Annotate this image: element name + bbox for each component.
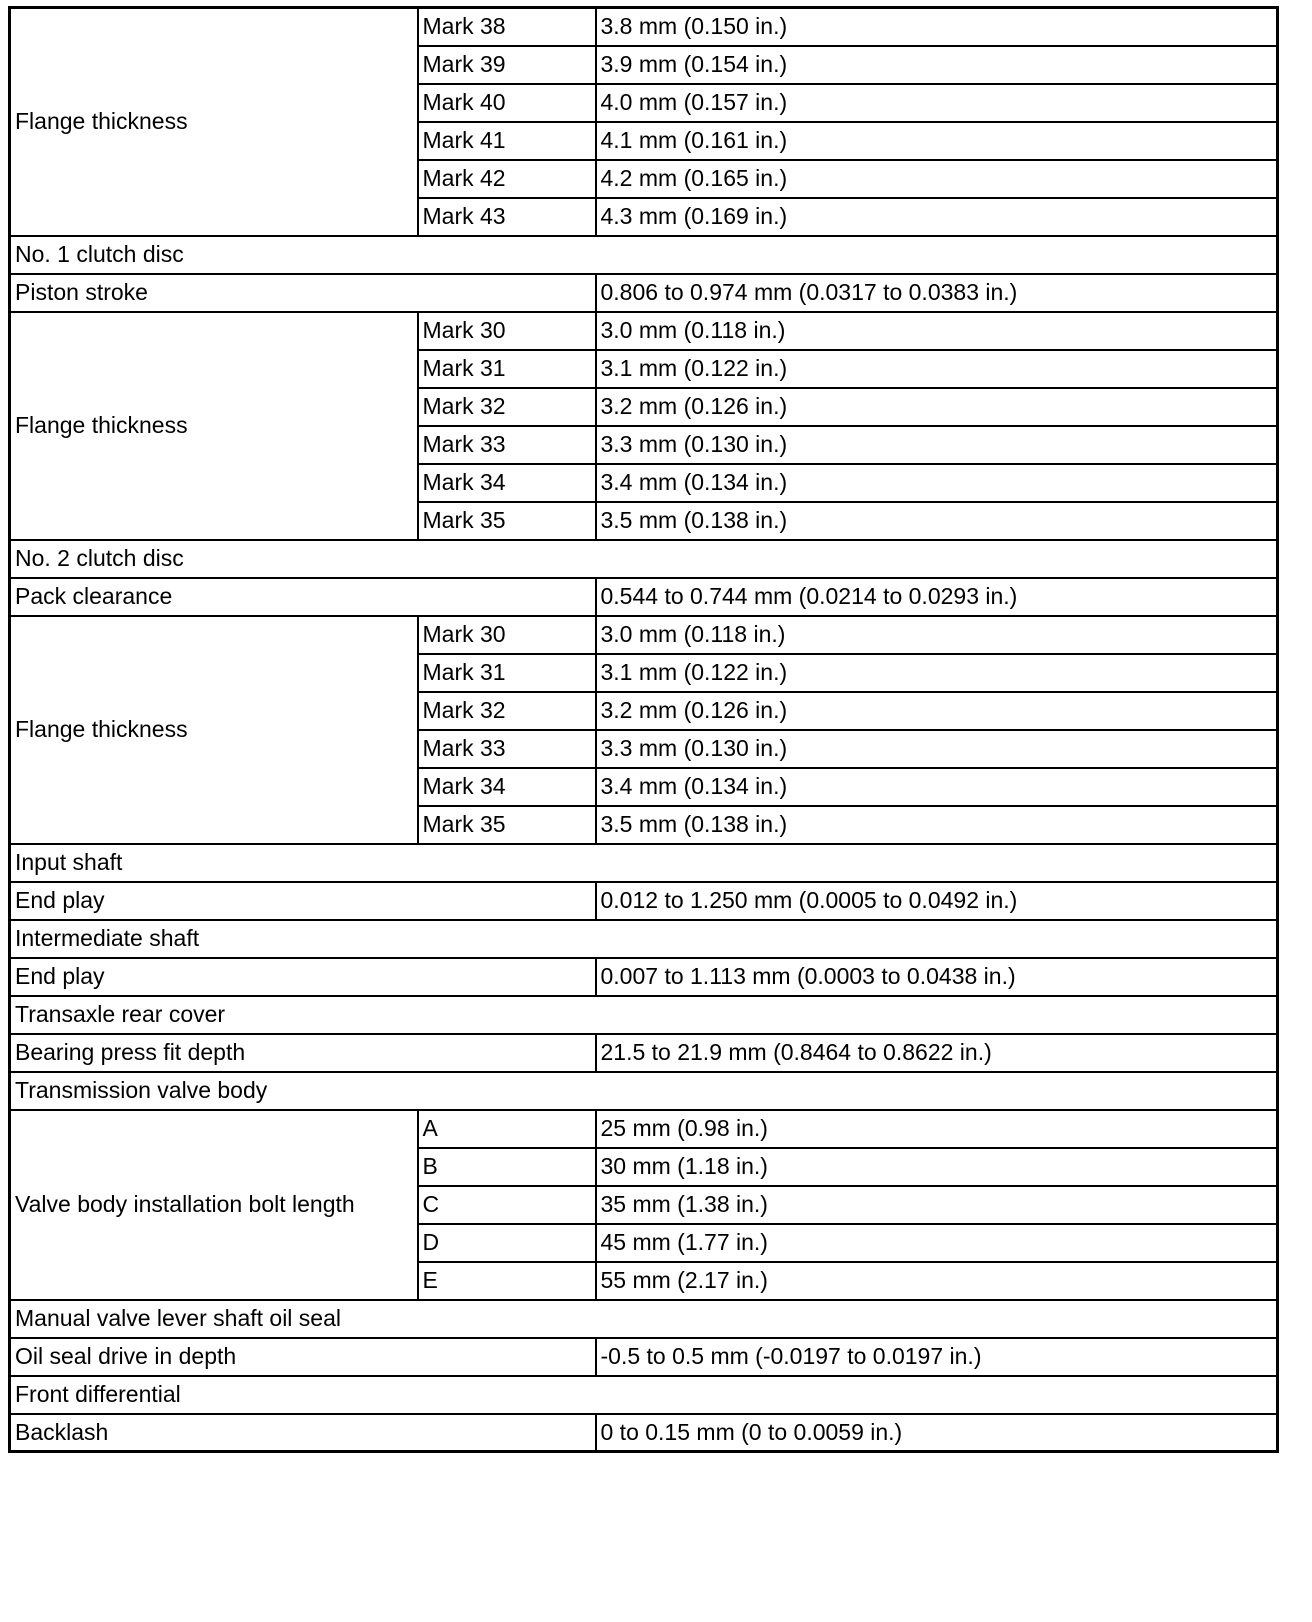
- value-cell: 3.3 mm (0.130 in.): [596, 426, 1278, 464]
- spec-label: Oil seal drive in depth: [10, 1338, 596, 1376]
- value-cell: 3.2 mm (0.126 in.): [596, 388, 1278, 426]
- section-row: [10, 236, 1278, 274]
- spec-label: End play: [10, 958, 596, 996]
- group-label: Valve body installation bolt length: [10, 1110, 418, 1300]
- value-cell: 3.1 mm (0.122 in.): [596, 350, 1278, 388]
- mark-cell: B: [418, 1148, 596, 1186]
- spec-value: 0.012 to 1.250 mm (0.0005 to 0.0492 in.): [596, 882, 1278, 920]
- section-row: [10, 1072, 1278, 1110]
- section-row: [10, 540, 1278, 578]
- mark-cell: D: [418, 1224, 596, 1262]
- spec-table-body: [10, 8, 1278, 1452]
- spec-value: 21.5 to 21.9 mm (0.8464 to 0.8622 in.): [596, 1034, 1278, 1072]
- mark-cell: Mark 39: [418, 46, 596, 84]
- value-cell: 3.5 mm (0.138 in.): [596, 806, 1278, 844]
- table-row: [10, 1110, 1278, 1148]
- section-label: No. 2 clutch disc: [10, 540, 1278, 578]
- spec-value: 0.544 to 0.744 mm (0.0214 to 0.0293 in.): [596, 578, 1278, 616]
- spec-value: 0.806 to 0.974 mm (0.0317 to 0.0383 in.): [596, 274, 1278, 312]
- spec-value: 0.007 to 1.113 mm (0.0003 to 0.0438 in.): [596, 958, 1278, 996]
- value-cell: 4.2 mm (0.165 in.): [596, 160, 1278, 198]
- group-label: Flange thickness: [10, 8, 418, 236]
- value-cell: 30 mm (1.18 in.): [596, 1148, 1278, 1186]
- spec-row: [10, 1034, 1278, 1072]
- section-label: No. 1 clutch disc: [10, 236, 1278, 274]
- value-cell: 3.4 mm (0.134 in.): [596, 464, 1278, 502]
- value-cell: 55 mm (2.17 in.): [596, 1262, 1278, 1300]
- value-cell: 4.1 mm (0.161 in.): [596, 122, 1278, 160]
- value-cell: 3.8 mm (0.150 in.): [596, 8, 1278, 46]
- mark-cell: C: [418, 1186, 596, 1224]
- section-row: [10, 996, 1278, 1034]
- mark-cell: Mark 30: [418, 616, 596, 654]
- section-label: Intermediate shaft: [10, 920, 1278, 958]
- mark-cell: Mark 34: [418, 464, 596, 502]
- value-cell: 25 mm (0.98 in.): [596, 1110, 1278, 1148]
- value-cell: 3.0 mm (0.118 in.): [596, 312, 1278, 350]
- table-row: [10, 616, 1278, 654]
- section-row: [10, 1300, 1278, 1338]
- spec-label: Piston stroke: [10, 274, 596, 312]
- mark-cell: E: [418, 1262, 596, 1300]
- value-cell: 3.0 mm (0.118 in.): [596, 616, 1278, 654]
- mark-cell: Mark 33: [418, 426, 596, 464]
- table-row: [10, 312, 1278, 350]
- spec-value: 0 to 0.15 mm (0 to 0.0059 in.): [596, 1414, 1278, 1452]
- section-label: Transaxle rear cover: [10, 996, 1278, 1034]
- mark-cell: Mark 33: [418, 730, 596, 768]
- mark-cell: Mark 32: [418, 692, 596, 730]
- mark-cell: Mark 35: [418, 806, 596, 844]
- value-cell: 35 mm (1.38 in.): [596, 1186, 1278, 1224]
- mark-cell: Mark 38: [418, 8, 596, 46]
- mark-cell: Mark 31: [418, 350, 596, 388]
- spec-label: Backlash: [10, 1414, 596, 1452]
- spec-table: [8, 6, 1279, 1453]
- spec-row: [10, 1338, 1278, 1376]
- value-cell: 3.5 mm (0.138 in.): [596, 502, 1278, 540]
- mark-cell: Mark 35: [418, 502, 596, 540]
- spec-row: [10, 1414, 1278, 1452]
- spec-row: [10, 578, 1278, 616]
- value-cell: 45 mm (1.77 in.): [596, 1224, 1278, 1262]
- mark-cell: Mark 41: [418, 122, 596, 160]
- spec-value: -0.5 to 0.5 mm (-0.0197 to 0.0197 in.): [596, 1338, 1278, 1376]
- spec-label: Bearing press fit depth: [10, 1034, 596, 1072]
- section-label: Manual valve lever shaft oil seal: [10, 1300, 1278, 1338]
- section-row: [10, 844, 1278, 882]
- spec-row: [10, 882, 1278, 920]
- section-label: Transmission valve body: [10, 1072, 1278, 1110]
- spec-row: [10, 274, 1278, 312]
- mark-cell: Mark 32: [418, 388, 596, 426]
- mark-cell: A: [418, 1110, 596, 1148]
- mark-cell: Mark 43: [418, 198, 596, 236]
- value-cell: 3.9 mm (0.154 in.): [596, 46, 1278, 84]
- mark-cell: Mark 34: [418, 768, 596, 806]
- value-cell: 3.2 mm (0.126 in.): [596, 692, 1278, 730]
- section-label: Input shaft: [10, 844, 1278, 882]
- spec-label: End play: [10, 882, 596, 920]
- value-cell: 4.3 mm (0.169 in.): [596, 198, 1278, 236]
- group-label: Flange thickness: [10, 616, 418, 844]
- mark-cell: Mark 30: [418, 312, 596, 350]
- value-cell: 3.1 mm (0.122 in.): [596, 654, 1278, 692]
- section-label: Front differential: [10, 1376, 1278, 1414]
- group-label: Flange thickness: [10, 312, 418, 540]
- value-cell: 4.0 mm (0.157 in.): [596, 84, 1278, 122]
- mark-cell: Mark 40: [418, 84, 596, 122]
- spec-label: Pack clearance: [10, 578, 596, 616]
- mark-cell: Mark 42: [418, 160, 596, 198]
- value-cell: 3.3 mm (0.130 in.): [596, 730, 1278, 768]
- section-row: [10, 920, 1278, 958]
- spec-row: [10, 958, 1278, 996]
- section-row: [10, 1376, 1278, 1414]
- mark-cell: Mark 31: [418, 654, 596, 692]
- value-cell: 3.4 mm (0.134 in.): [596, 768, 1278, 806]
- table-row: [10, 8, 1278, 46]
